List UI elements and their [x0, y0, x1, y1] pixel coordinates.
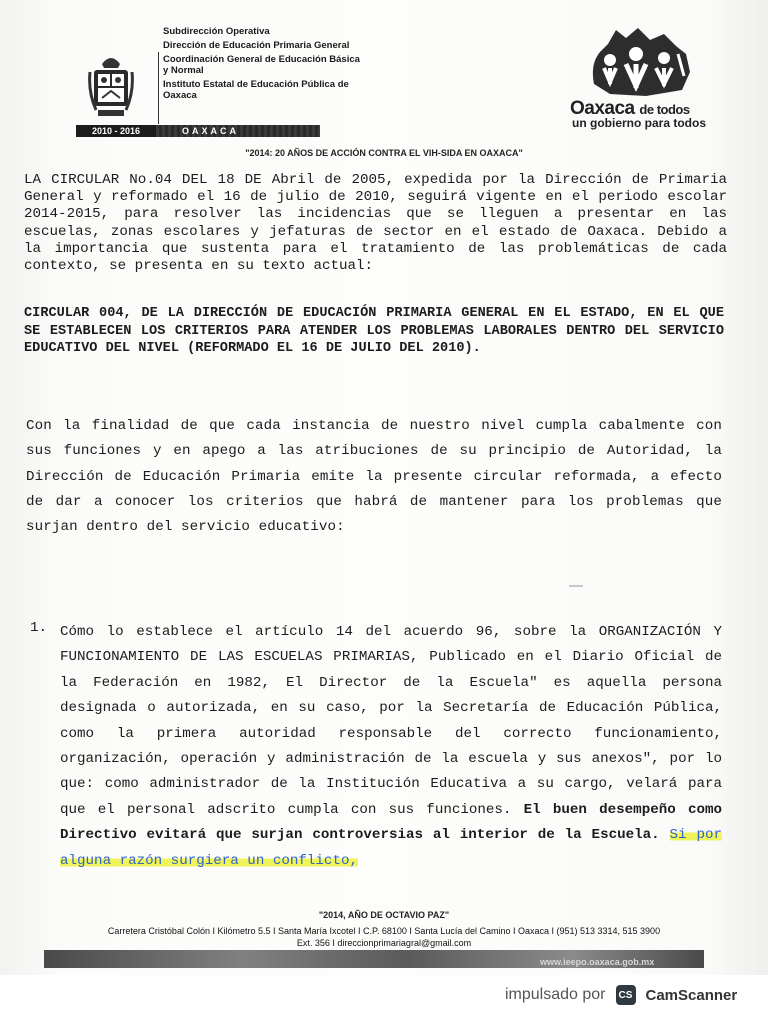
purpose-paragraph: Con la finalidad de que cada instancia de nuestro nivel cumpla cabalmente con sus funciones y en apego a las atribuciones de su principio de Autoridad, la Dirección de Educación Primaria emite la presente circular reformada, a efecto de dar a conocer los criterios que habrá de mantener para los problemas que surjan dentro del servicio educativo:	[26, 418, 722, 536]
camscanner-icon: CS	[616, 985, 636, 1005]
list-item	[60, 620, 722, 874]
footer-motto: "2014, AÑO DE OCTAVIO PAZ"	[318, 910, 450, 920]
highlighted-text: Si por alguna razón surgiera un conflicto,	[60, 827, 722, 869]
footer-address: Carretera Cristóbal Colón I Kilómetro 5.5 I Santa María Ixcotel I C.P. 68100 I Santa Lucía del Camino I Oaxaca I (951) 513 3314, 515 3900	[107, 926, 661, 936]
list-item-number: 1.	[30, 620, 48, 636]
department-line-2: Dirección de Educación Primaria General	[163, 40, 350, 51]
department-line-3: Coordinación General de Educación Básica y Normal	[163, 54, 360, 76]
intro-paragraph: LA CIRCULAR No.04 DEL 18 DE Abril de 2005, expedida por la Dirección de Primaria General y reformado el 16 de julio de 2010, seguirá vigente en el periodo escolar 2014-2015, para resolver las incidencias que se lleguen a presentar en las escuelas, zonas escolares y jefaturas de sector en el estado de Oaxaca. Debido a la importancia que sustenta para el tratamiento de las problemáticas de cada contexto, se presenta en su texto actual:	[24, 172, 727, 275]
logo-name: Oaxaca	[570, 98, 635, 119]
list-item-bold: El buen desempeño como Directivo evitará que surjan controversias al interior de la Escuela.	[60, 801, 722, 844]
logo-tagline: un gobierno para todos	[572, 116, 706, 130]
department-line-4: Instituto Estatal de Educación Pública de Oaxaca	[163, 79, 349, 101]
watermark-brand: CamScanner	[645, 986, 738, 1004]
year-range: 2010 - 2016	[76, 125, 156, 137]
footer-address-block	[0, 925, 768, 949]
state-label: OAXACA	[156, 125, 320, 137]
footer-url: www.ieepo.oaxaca.gob.mx	[540, 957, 655, 967]
logo-name-suffix: de todos	[639, 102, 690, 117]
state-seal-icon	[88, 52, 134, 122]
header-divider	[158, 52, 159, 124]
list-item-text: Cómo lo establece el artículo 14 del acuerdo 96, sobre la ORGANIZACIÓN Y FUNCIONAMIENTO DE LAS ESCUELAS PRIMARIAS, Publicado en el Diario Oficial de la Federación en 1982, El Director de la Escuela" es aquella persona designada o autorizada, en su caso, por la Secretaría de Educación Pública, como la primera autoridad responsable del correcto funcionamiento, organización, operación y administración de la escuela y sus anexos", por lo que: como administrador de la Institución Educativa a su cargo, velará para que el personal adscrito cumpla con sus funciones.	[60, 624, 722, 818]
scanner-watermark	[505, 985, 737, 1005]
department-line-1: Subdirección Operativa	[163, 26, 270, 37]
department-block	[163, 26, 363, 104]
circular-title: CIRCULAR 004, DE LA DIRECCIÓN DE EDUCACIÓN PRIMARIA GENERAL EN EL ESTADO, EN EL QUE SE ESTABLECEN LOS CRITERIOS PARA ATENDER LOS PROBLEMAS LABORALES DENTRO DEL SERVICIO EDUCATIVO DEL NIVEL (REFORMADO EL 16 DE JULIO DEL 2010).	[24, 306, 724, 356]
year-bar	[76, 125, 320, 137]
watermark-prefix: impulsado por	[505, 986, 606, 1003]
government-logo-icon	[586, 24, 696, 99]
scan-speck	[569, 585, 583, 587]
header-motto: "2014: 20 AÑOS DE ACCIÓN CONTRA EL VIH-SIDA EN OAXACA"	[245, 148, 523, 158]
footer-contact: Ext. 356 I direccionprimariagral@gmail.com	[296, 938, 472, 948]
